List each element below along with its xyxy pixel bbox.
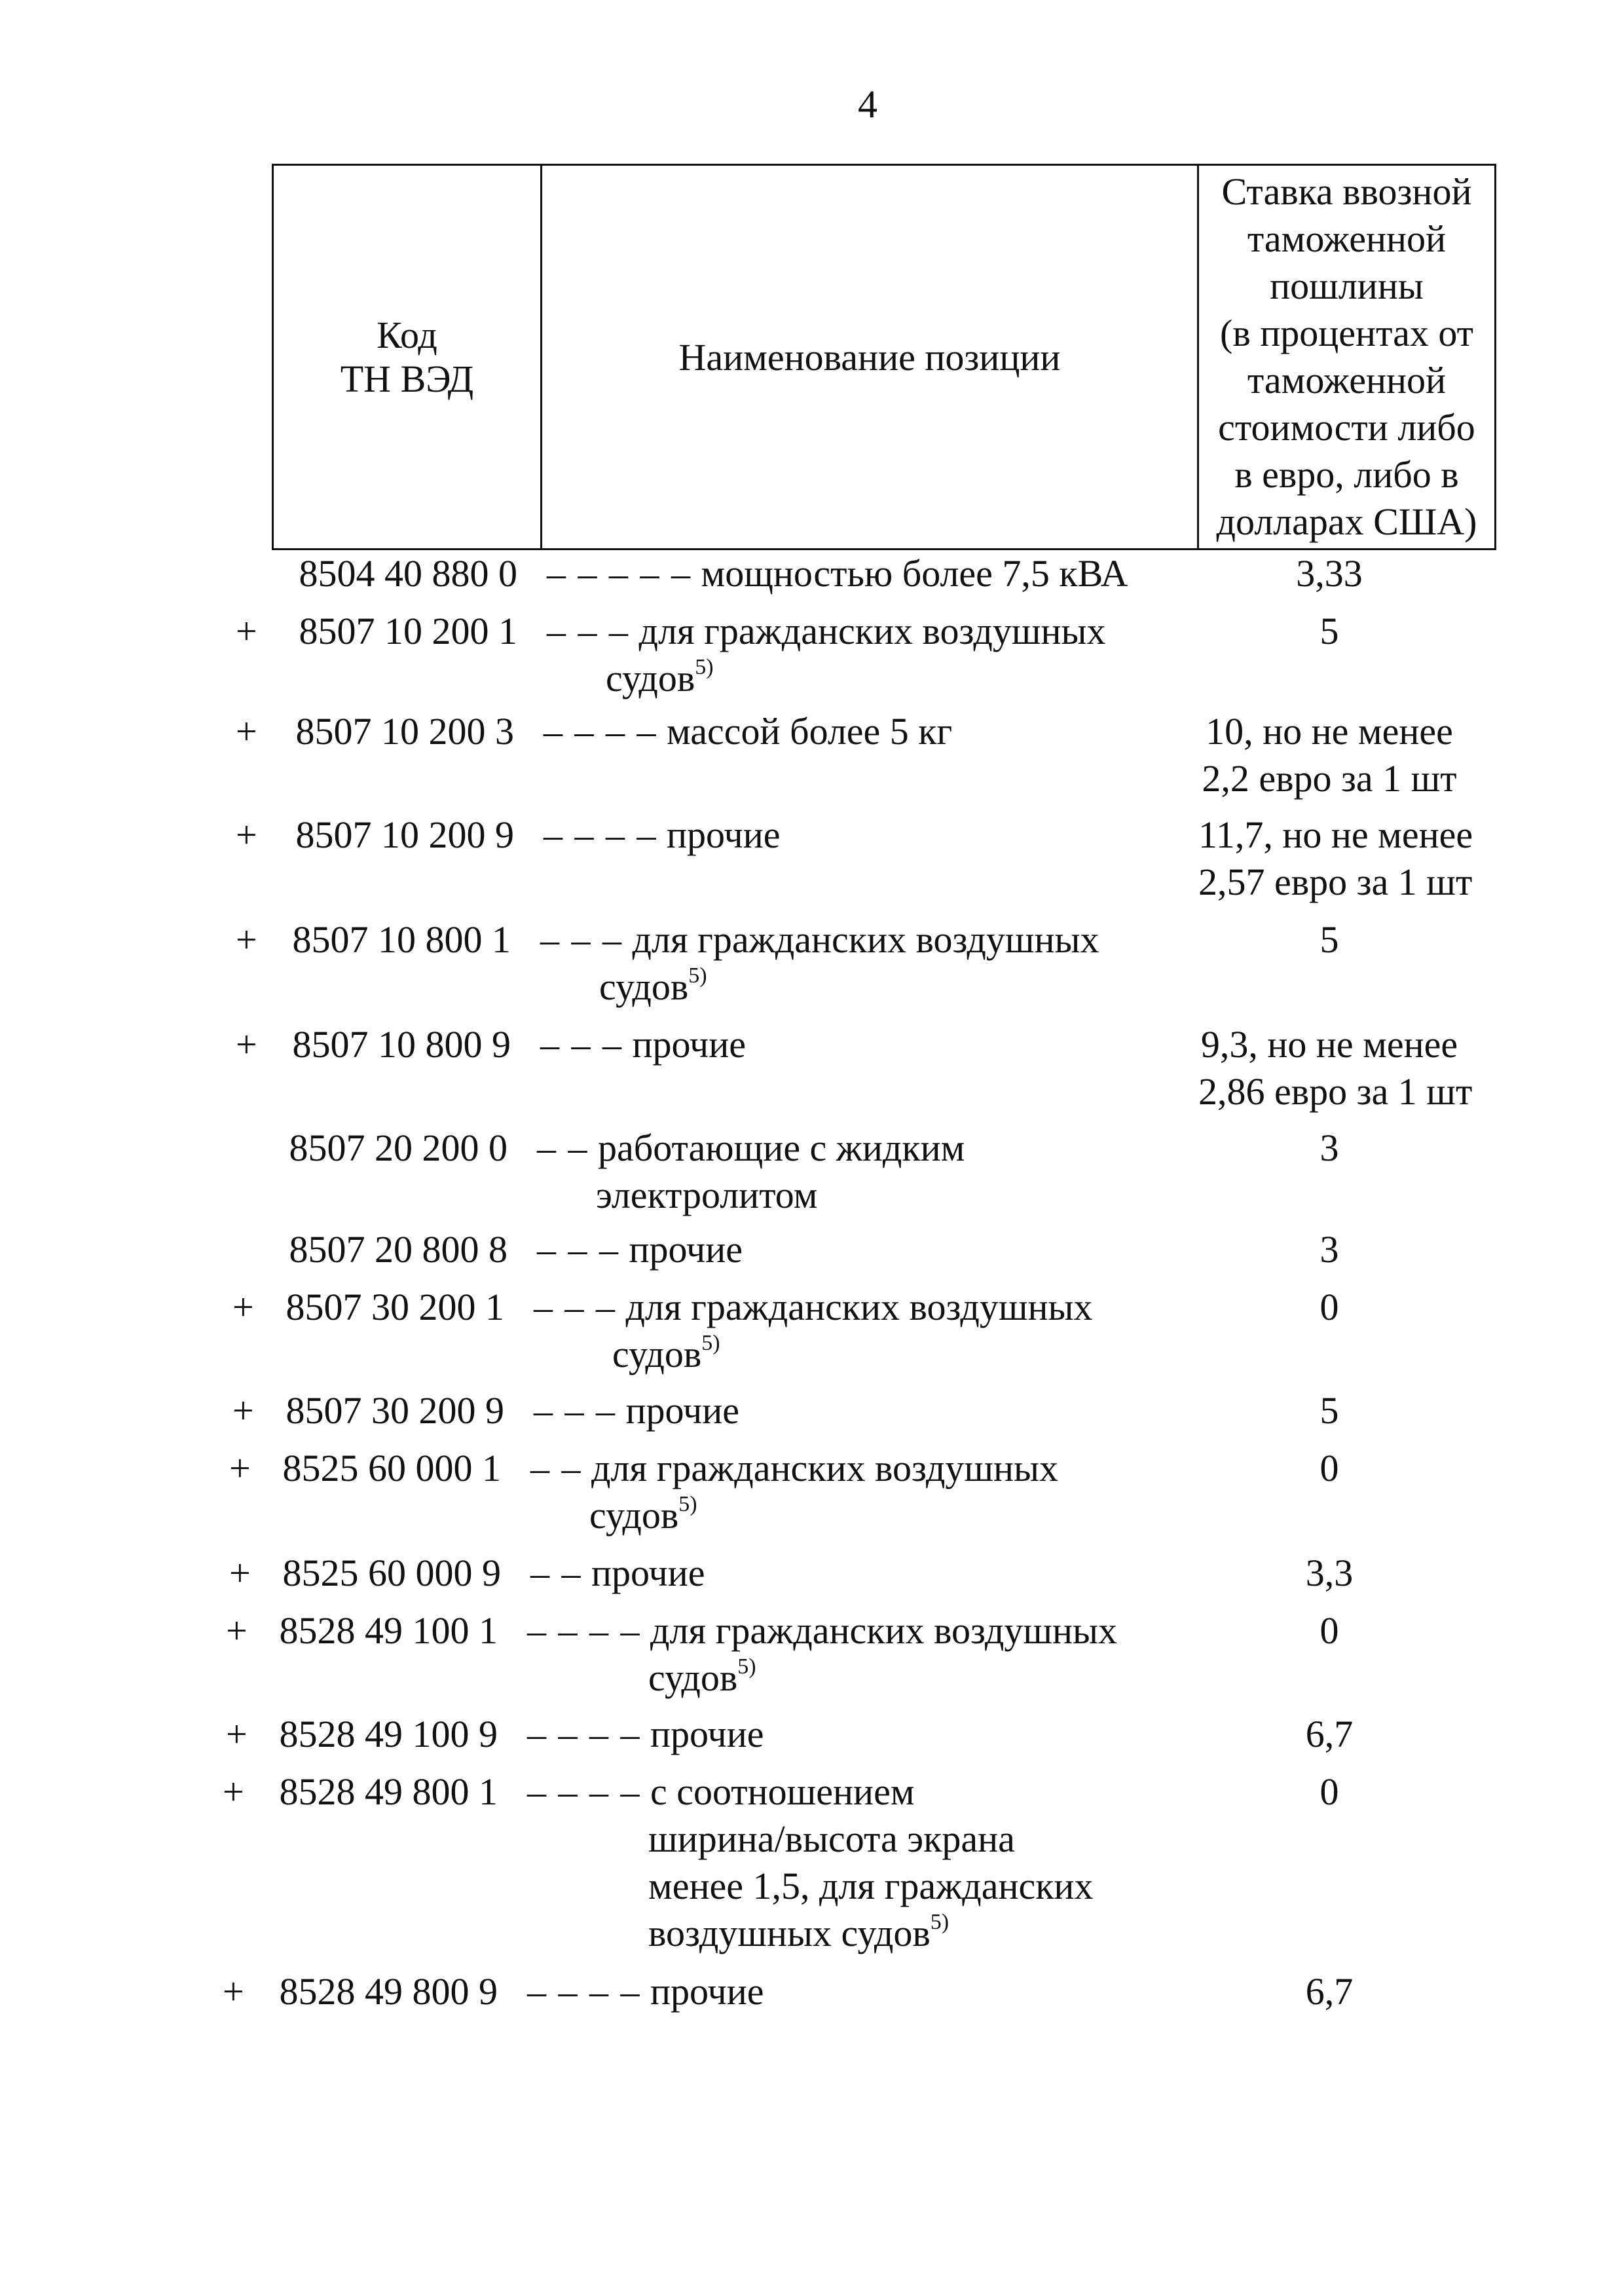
hierarchy-dashes: – – – xyxy=(540,918,623,961)
position-name-line xyxy=(527,1968,1169,2015)
tnved-code: 8525 60 000 1 xyxy=(282,1447,501,1489)
position-name-line xyxy=(547,550,1189,597)
position-name-text: менее 1,5, для гражданских xyxy=(648,1865,1094,1907)
new-position-marker: + xyxy=(226,1713,248,1755)
position-name-text: прочие xyxy=(591,1552,705,1594)
hierarchy-dashes: – – – – xyxy=(544,710,657,753)
tnved-code: 8507 10 800 9 xyxy=(292,1023,511,1066)
position-name-text: электролитом xyxy=(596,1174,818,1216)
hierarchy-dashes: – – xyxy=(530,1552,582,1594)
new-position-marker: + xyxy=(236,1023,257,1066)
footnote-reference: 5) xyxy=(678,1491,697,1516)
position-name-line xyxy=(527,1768,1169,1816)
position-name-line xyxy=(527,1910,1169,1957)
position-name-text: судов xyxy=(589,1494,679,1537)
table-row xyxy=(0,708,1624,812)
duty-rate-line: 2,2 евро за 1 шт xyxy=(1202,757,1457,800)
new-position-marker: + xyxy=(232,1389,254,1432)
duty-rate-line: 0 xyxy=(1320,1447,1339,1489)
tnved-code: 8507 10 200 1 xyxy=(299,610,517,652)
table-row xyxy=(0,550,1624,608)
tnved-code: 8507 20 800 8 xyxy=(289,1228,507,1271)
position-name-line xyxy=(537,1226,1179,1273)
footnote-reference: 5) xyxy=(737,1654,756,1679)
position-name-line xyxy=(527,1654,1169,1702)
position-name-line xyxy=(544,708,1185,755)
position-name-line xyxy=(530,1445,1172,1492)
hierarchy-dashes: – – – xyxy=(537,1228,619,1271)
table-row xyxy=(0,1711,1624,1768)
position-name-line xyxy=(540,916,1182,963)
header-code-line2: ТН ВЭД xyxy=(340,358,474,400)
position-name-text: ширина/высота экрана xyxy=(648,1818,1015,1860)
position-name-line xyxy=(527,1816,1169,1863)
duty-rate xyxy=(1198,1550,1460,1597)
duty-rate-line: 3 xyxy=(1320,1228,1339,1271)
position-name xyxy=(537,1125,1179,1219)
table-row xyxy=(0,1550,1624,1607)
position-name-text: судов xyxy=(606,657,695,700)
duty-rate-line: 5 xyxy=(1320,610,1339,652)
new-position-marker: + xyxy=(236,813,257,856)
position-name-line xyxy=(527,1607,1169,1654)
hierarchy-dashes: – – – – xyxy=(527,1713,641,1755)
table-row xyxy=(0,1387,1624,1445)
header-rate-cell xyxy=(1198,165,1496,550)
header-name-cell xyxy=(542,165,1198,550)
position-name-text: судов xyxy=(648,1656,738,1699)
position-name-line xyxy=(547,608,1189,655)
position-name-line xyxy=(534,1331,1175,1378)
position-name xyxy=(527,1768,1169,1957)
header-rate-line: долларах США) xyxy=(1216,500,1477,543)
position-name-text: массой более 5 кг xyxy=(667,710,953,753)
position-name-line xyxy=(534,1387,1175,1434)
duty-rate-line: 2,86 евро за 1 шт xyxy=(1198,1070,1473,1113)
position-name xyxy=(530,1445,1172,1539)
duty-rate xyxy=(1198,608,1460,655)
position-name-text: для гражданских воздушных xyxy=(632,918,1099,961)
table-row xyxy=(0,1226,1624,1284)
position-name xyxy=(534,1284,1175,1378)
table-row xyxy=(0,608,1624,708)
duty-rate-line: 5 xyxy=(1320,918,1339,961)
position-name-line xyxy=(547,655,1189,702)
hierarchy-dashes: – – – – xyxy=(527,1970,641,2013)
footnote-reference: 5) xyxy=(930,1909,950,1934)
hierarchy-dashes: – – – – xyxy=(544,813,657,856)
position-name-text: для гражданских воздушных xyxy=(591,1447,1059,1489)
new-position-marker: + xyxy=(236,710,257,753)
duty-rate-line: 3,3 xyxy=(1305,1552,1354,1594)
duty-rate xyxy=(1198,1284,1460,1331)
position-name xyxy=(544,708,1185,755)
tnved-code: 8528 49 100 1 xyxy=(279,1609,498,1652)
position-name xyxy=(540,1021,1182,1068)
duty-rate xyxy=(1198,1768,1460,1816)
position-name-text: прочие xyxy=(625,1389,739,1432)
hierarchy-dashes: – – xyxy=(530,1447,582,1489)
duty-rate xyxy=(1198,1021,1473,1115)
table-header xyxy=(272,164,1496,550)
position-name xyxy=(534,1387,1175,1434)
table-row xyxy=(0,1125,1624,1226)
new-position-marker: + xyxy=(223,1770,244,1813)
header-rate-line: в евро, либо в xyxy=(1234,453,1459,496)
duty-rate-line: 11,7, но не менее xyxy=(1198,813,1473,856)
header-name: Наименование позиции xyxy=(678,335,1061,379)
position-name-text: прочие xyxy=(667,813,781,856)
table-row xyxy=(0,1445,1624,1550)
table-row xyxy=(0,812,1624,916)
position-name-text: с соотношением xyxy=(650,1770,915,1813)
duty-rate xyxy=(1198,1387,1460,1434)
header-rate-line: таможенной xyxy=(1247,217,1447,260)
duty-rate xyxy=(1198,1445,1460,1492)
hierarchy-dashes: – – – xyxy=(540,1023,623,1066)
duty-rate-line: 0 xyxy=(1320,1609,1339,1652)
footnote-reference: 5) xyxy=(695,654,714,679)
tnved-code: 8507 10 800 1 xyxy=(292,918,511,961)
position-name-line xyxy=(534,1284,1175,1331)
tnved-code: 8525 60 000 9 xyxy=(282,1552,501,1594)
duty-rate-line: 2,57 евро за 1 шт xyxy=(1198,861,1473,903)
duty-rate-line: 9,3, но не менее xyxy=(1200,1023,1458,1066)
position-name-text: воздушных судов xyxy=(648,1912,931,1954)
tnved-code: 8504 40 880 0 xyxy=(299,552,517,595)
duty-rate xyxy=(1198,708,1460,802)
tnved-code: 8507 30 200 9 xyxy=(286,1389,504,1432)
position-name-text: прочие xyxy=(632,1023,746,1066)
duty-rate xyxy=(1198,1125,1460,1172)
tnved-code: 8507 20 200 0 xyxy=(289,1127,507,1169)
position-name-line xyxy=(537,1172,1179,1219)
tnved-code: 8507 10 200 9 xyxy=(295,813,514,856)
new-position-marker: + xyxy=(232,1286,254,1328)
duty-rate xyxy=(1198,1968,1460,2015)
position-name-text: судов xyxy=(599,965,689,1008)
position-name xyxy=(540,916,1182,1011)
position-name-text: для гражданских воздушных xyxy=(650,1609,1118,1652)
position-name-line xyxy=(540,1021,1182,1068)
position-name-line xyxy=(544,812,1185,859)
new-position-marker: + xyxy=(229,1552,251,1594)
duty-rate xyxy=(1198,1607,1460,1654)
hierarchy-dashes: – – – – xyxy=(527,1609,641,1652)
duty-rate xyxy=(1198,550,1460,597)
new-position-marker: + xyxy=(223,1970,244,2013)
tnved-code: 8528 49 800 1 xyxy=(279,1770,498,1813)
duty-rate-line: 0 xyxy=(1320,1770,1339,1813)
position-name xyxy=(547,550,1189,597)
duty-rate xyxy=(1198,812,1473,906)
new-position-marker: + xyxy=(226,1609,248,1652)
position-name-text: мощностью более 7,5 кВА xyxy=(701,552,1128,595)
duty-rate xyxy=(1198,916,1460,963)
header-rate-line: пошлины xyxy=(1270,265,1424,307)
position-name-text: прочие xyxy=(650,1713,764,1755)
position-name-line xyxy=(540,963,1182,1011)
header-code-cell xyxy=(273,165,542,550)
duty-rate-line: 0 xyxy=(1320,1286,1339,1328)
hierarchy-dashes: – – – – – xyxy=(547,552,692,595)
table-row xyxy=(0,916,1624,1021)
tnved-code: 8507 10 200 3 xyxy=(295,710,514,753)
duty-rate xyxy=(1198,1711,1460,1758)
hierarchy-dashes: – – xyxy=(537,1127,589,1169)
duty-rate-line: 3,33 xyxy=(1296,552,1363,595)
position-name xyxy=(547,608,1189,702)
table-row xyxy=(0,1284,1624,1387)
hierarchy-dashes: – – – xyxy=(547,610,629,652)
position-name-line xyxy=(537,1125,1179,1172)
duty-rate-line: 10, но не менее xyxy=(1206,710,1453,753)
new-position-marker: + xyxy=(236,918,257,961)
position-name-text: прочие xyxy=(650,1970,764,2013)
hierarchy-dashes: – – – xyxy=(534,1389,616,1432)
duty-rate-line: 6,7 xyxy=(1305,1970,1354,2013)
hierarchy-dashes: – – – – xyxy=(527,1770,641,1813)
position-name-line xyxy=(530,1492,1172,1539)
position-name xyxy=(544,812,1185,859)
position-name-text: работающие с жидким xyxy=(598,1127,965,1169)
position-name-text: прочие xyxy=(629,1228,743,1271)
footnote-reference: 5) xyxy=(688,963,707,988)
header-rate-line: стоимости либо xyxy=(1218,406,1475,449)
position-name-line xyxy=(530,1550,1172,1597)
position-name xyxy=(530,1550,1172,1597)
position-name xyxy=(527,1607,1169,1702)
new-position-marker: + xyxy=(236,610,257,652)
hierarchy-dashes: – – – xyxy=(534,1286,616,1328)
table-row xyxy=(0,1021,1624,1125)
duty-rate-line: 3 xyxy=(1320,1127,1339,1169)
position-name-line xyxy=(527,1711,1169,1758)
duty-rate-line: 5 xyxy=(1320,1389,1339,1432)
tnved-code: 8507 30 200 1 xyxy=(286,1286,504,1328)
table-row xyxy=(0,1768,1624,1968)
tariff-rows xyxy=(0,550,1624,2026)
position-name-text: для гражданских воздушных xyxy=(638,610,1106,652)
page-number: 4 xyxy=(858,83,877,126)
position-name xyxy=(527,1711,1169,1758)
table-row xyxy=(0,1968,1624,2026)
header-code-line1: Код xyxy=(377,314,437,356)
header-rate-line: (в процентах от xyxy=(1220,312,1473,354)
position-name-text: судов xyxy=(612,1333,702,1375)
header-rate-line: Ставка ввозной xyxy=(1221,170,1472,213)
position-name xyxy=(537,1226,1179,1273)
header-rate-line: таможенной xyxy=(1247,359,1447,401)
position-name-text: для гражданских воздушных xyxy=(625,1286,1093,1328)
duty-rate xyxy=(1198,1226,1460,1273)
tnved-code: 8528 49 100 9 xyxy=(279,1713,498,1755)
new-position-marker: + xyxy=(229,1447,251,1489)
tnved-code: 8528 49 800 9 xyxy=(279,1970,498,2013)
duty-rate-line: 6,7 xyxy=(1305,1713,1354,1755)
table-row xyxy=(0,1607,1624,1711)
position-name xyxy=(527,1968,1169,2015)
position-name-line xyxy=(527,1863,1169,1910)
footnote-reference: 5) xyxy=(701,1330,720,1355)
